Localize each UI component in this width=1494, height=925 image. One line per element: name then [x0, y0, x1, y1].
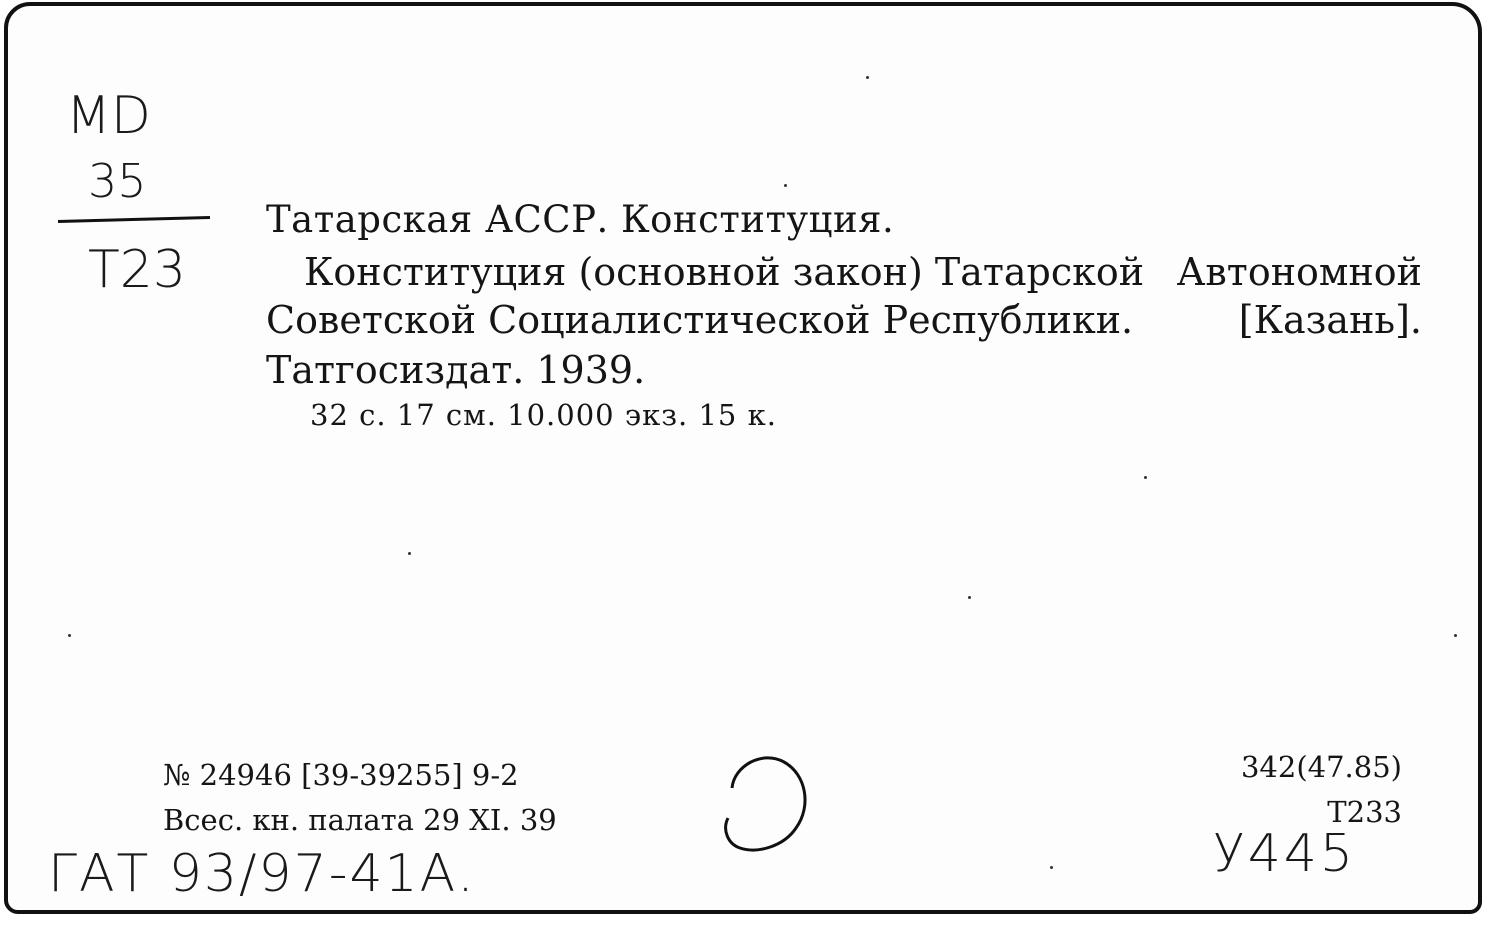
- classmark-line-1: 342(47.85): [1240, 750, 1402, 784]
- imprint-line: Татгосиздат. 1939.: [266, 348, 646, 392]
- title-line-1: [266, 250, 1422, 294]
- title-line-1-left: Конституция (основной закон) Татарской: [304, 250, 1145, 294]
- speck: [784, 184, 787, 187]
- speck: [1144, 476, 1147, 479]
- shelfmark-divider: [58, 216, 210, 223]
- collation-line: 32 с. 17 см. 10.000 экз. 15 к.: [310, 398, 777, 432]
- speck: [408, 552, 411, 555]
- inventory-note: ГАТ 93/97-41А.: [48, 844, 476, 904]
- speck: [1050, 866, 1053, 869]
- title-line-2-left: Советской Социалистической Республики.: [266, 298, 1134, 342]
- card-heading: Татарская АССР. Конституция.: [266, 198, 895, 241]
- title-line-2: [266, 298, 1422, 342]
- inventory-number: У445: [1213, 824, 1356, 884]
- shelfmark-top: MD: [66, 86, 151, 146]
- book-chamber-note: Всес. кн. палата 29 XI. 39: [163, 803, 557, 837]
- speck: [866, 76, 869, 79]
- title-line-2-right: [Казань].: [1238, 298, 1422, 342]
- shelfmark-middle: 35: [88, 154, 147, 208]
- stamp-circle-icon: [714, 748, 814, 860]
- speck: [68, 634, 71, 637]
- speck: [1454, 634, 1457, 637]
- classmark-line-2: T233: [1327, 795, 1402, 829]
- speck: [968, 596, 971, 599]
- shelfmark-bottom: T23: [88, 240, 186, 300]
- title-line-1-right: Автономной: [1176, 250, 1422, 294]
- record-number: № 24946 [39-39255] 9-2: [163, 758, 519, 792]
- catalog-card: [4, 2, 1482, 914]
